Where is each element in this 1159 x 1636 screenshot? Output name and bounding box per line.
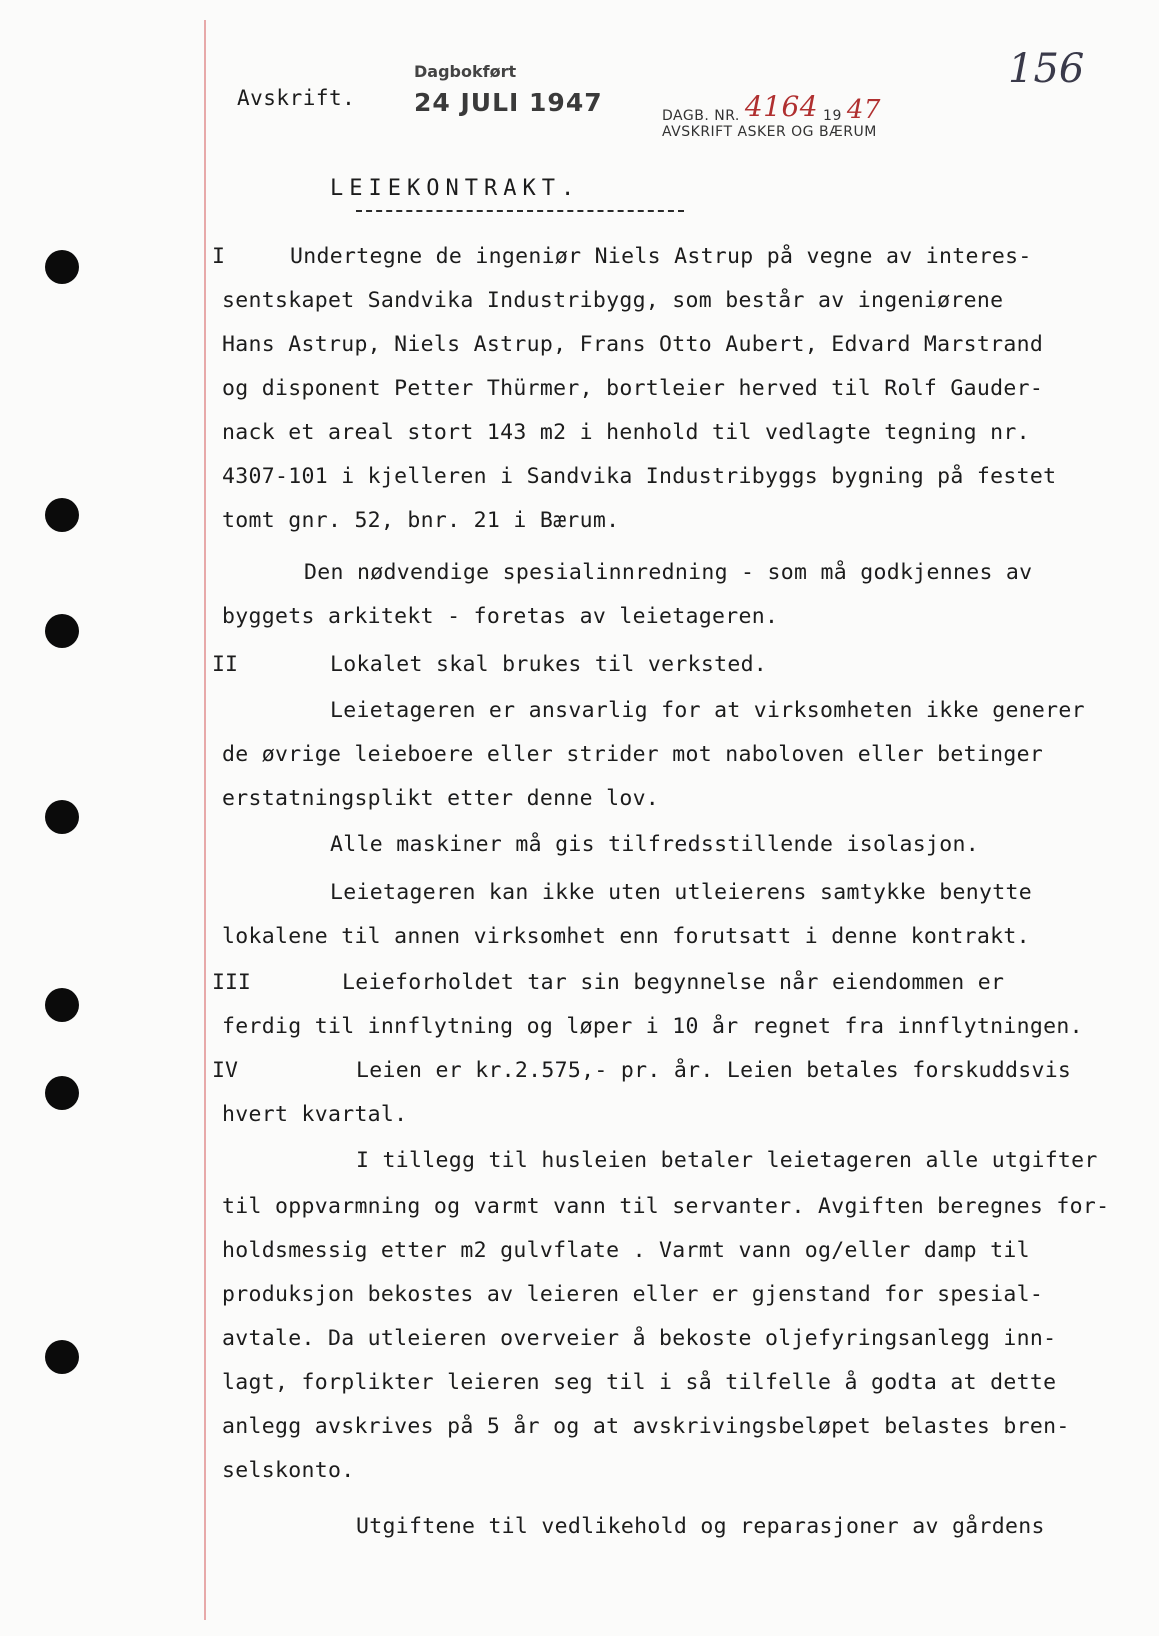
- text-line: ferdig til innflytning og løper i 10 år regnet fra innflytningen.: [222, 1014, 1083, 1039]
- text-line: Leietageren kan ikke uten utleierens samtykke benytte: [330, 880, 1032, 905]
- section-numeral: III: [212, 970, 251, 995]
- binder-hole: [45, 498, 79, 532]
- binder-hole: [45, 250, 79, 284]
- binder-hole: [45, 988, 79, 1022]
- text-line: avtale. Da utleieren overveier å bekoste oljefyringsanlegg inn-: [222, 1326, 1057, 1351]
- text-line: til oppvarmning og varmt vann til servanter. Avgiften beregnes for-: [222, 1194, 1110, 1219]
- document-title: LEIEKONTRAKT.: [330, 176, 581, 201]
- margin-rule: [204, 20, 206, 1620]
- text-line: byggets arkitekt - foretas av leietageren.: [222, 604, 779, 629]
- reg-suffix: 19: [823, 108, 842, 124]
- registration-stamp-line1: [662, 90, 881, 127]
- text-line: de øvrige leieboere eller strider mot naboloven eller betinger: [222, 742, 1044, 767]
- text-line: og disponent Petter Thürmer, bortleier herved til Rolf Gauder-: [222, 376, 1044, 401]
- text-line: erstatningsplikt etter denne lov.: [222, 786, 660, 811]
- text-line: Hans Astrup, Niels Astrup, Frans Otto Aubert, Edvard Marstrand: [222, 332, 1044, 357]
- text-line: tomt gnr. 52, bnr. 21 i Bærum.: [222, 508, 620, 533]
- binder-hole: [45, 1076, 79, 1110]
- text-line: Utgiftene til vedlikehold og reparasjoner av gårdens: [356, 1514, 1045, 1539]
- title-underline: [356, 210, 684, 212]
- text-line: Leien er kr.2.575,- pr. år. Leien betales forskuddsvis: [356, 1058, 1072, 1083]
- text-line: hvert kvartal.: [222, 1102, 408, 1127]
- dagbokfort-stamp: Dagbokført: [414, 62, 517, 81]
- text-line: I tillegg til husleien betaler leietageren alle utgifter: [356, 1148, 1098, 1173]
- binder-hole: [45, 800, 79, 834]
- text-line: Leieforholdet tar sin begynnelse når eiendommen er: [342, 970, 1005, 995]
- section-numeral: II: [212, 652, 238, 677]
- text-line: sentskapet Sandvika Industribygg, som består av ingeniørene: [222, 288, 1004, 313]
- text-line: Alle maskiner må gis tilfredsstillende isolasjon.: [330, 832, 979, 857]
- page-number: 156: [1008, 46, 1085, 92]
- binder-hole: [45, 614, 79, 648]
- reg-year: 47: [846, 95, 881, 125]
- text-line: Lokalet skal brukes til verksted.: [330, 652, 768, 677]
- avskrift-label: Avskrift.: [237, 86, 356, 110]
- reg-number: 4164: [744, 90, 819, 123]
- text-line: anlegg avskrives på 5 år og at avskrivingsbeløpet belastes bren-: [222, 1414, 1070, 1439]
- text-line: nack et areal stort 143 m2 i henhold til vedlagte tegning nr.: [222, 420, 1030, 445]
- section-numeral: IV: [212, 1058, 238, 1083]
- text-line: selskonto.: [222, 1458, 355, 1483]
- text-line: 4307-101 i kjelleren i Sandvika Industribyggs bygning på festet: [222, 464, 1057, 489]
- text-line: Leietageren er ansvarlig for at virksomheten ikke generer: [330, 698, 1085, 723]
- reg-prefix: DAGB. NR.: [662, 108, 740, 124]
- text-line: Undertegne de ingeniør Niels Astrup på vegne av interes-: [290, 244, 1032, 269]
- date-stamp: 24 JULI 1947: [414, 88, 603, 117]
- text-line: lokalene til annen virksomhet enn forutsatt i denne kontrakt.: [222, 924, 1030, 949]
- text-line: produksjon bekostes av leieren eller er gjenstand for spesial-: [222, 1282, 1044, 1307]
- text-line: lagt, forplikter leieren seg til i så tilfelle å godta at dette: [222, 1370, 1057, 1395]
- text-line: Den nødvendige spesialinnredning - som må godkjennes av: [304, 560, 1033, 585]
- binder-hole: [45, 1340, 79, 1374]
- text-line: holdsmessig etter m2 gulvflate . Varmt vann og/eller damp til: [222, 1238, 1030, 1263]
- registration-stamp-line2: AVSKRIFT ASKER OG BÆRUM: [662, 124, 877, 140]
- section-numeral: I: [212, 244, 225, 269]
